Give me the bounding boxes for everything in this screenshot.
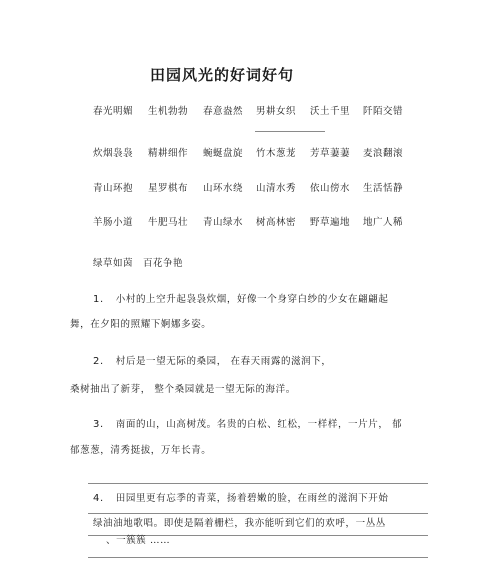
vocab-word: 野草遍地 [310, 217, 351, 228]
vocab-row [93, 214, 493, 230]
vocab-row [93, 103, 493, 119]
paragraph-text: 、一簇簇 …… [106, 535, 171, 546]
horizontal-rule [88, 483, 428, 484]
paragraph-text: 小村的上空升起袅袅炊烟，好像一个身穿白纱的少女在翩翩起 [115, 294, 389, 305]
vocab-word: 地广人稀 [363, 217, 404, 228]
paragraph-text: 桑树抽出了新芽， 整个桑园就是一望无际的海洋。 [70, 384, 296, 395]
vocab-row [93, 180, 493, 196]
vocab-word: 沃土千里 [310, 106, 351, 117]
vocab-word: 生活恬静 [363, 183, 404, 194]
vocab-row [93, 255, 493, 271]
vocab-word: 羊肠小道 [93, 217, 134, 228]
vocab-word: 树高林密 [256, 217, 297, 228]
vocab-row [93, 145, 493, 161]
paragraph-text: 田园里更有忘季的青菜，扬着碧嫩的脸，在雨丝的滋润下开始 [115, 493, 389, 504]
page-title: 田园风光的好词好句 [150, 66, 295, 84]
vocab-word: 山环水绕 [203, 183, 244, 194]
paragraph-number: 3. [93, 419, 104, 430]
vocab-word: 青山环抱 [93, 183, 134, 194]
vocab-word: 男耕女织 [256, 106, 297, 117]
paragraph [93, 412, 402, 438]
horizontal-rule [88, 557, 428, 558]
vocab-word: 竹木葱茏 [256, 148, 297, 159]
paragraph-number: 1. [93, 294, 104, 305]
vocab-word: 生机勃勃 [148, 106, 189, 117]
paragraph [93, 287, 388, 313]
paragraph-continuation [70, 377, 296, 403]
paragraph-text: 郁葱葱，清秀挺拔，万年长青。 [70, 445, 212, 456]
vocab-word: 依山傍水 [310, 183, 351, 194]
vocab-word: 阡陌交错 [363, 106, 404, 117]
paragraph-continuation [70, 438, 211, 464]
paragraph-text: 绿油油地歌唱。即使是隔着栅栏，我亦能听到它们的欢呼，一丛丛 [93, 518, 386, 529]
vocab-word: 星罗棋布 [148, 183, 189, 194]
paragraph-continuation [70, 312, 211, 338]
vocab-word: 绿草如茵 [93, 258, 134, 269]
vocab-word: 蜿蜒盘旋 [203, 148, 244, 159]
vocab-word: 芳草萋萋 [310, 148, 351, 159]
vocab-word: 春意盎然 [203, 106, 244, 117]
vocab-word: 精耕细作 [148, 148, 189, 159]
vocab-word: 山清水秀 [256, 183, 297, 194]
paragraph-text: 舞，在夕阳的照耀下婀娜多姿。 [70, 319, 212, 330]
paragraph [93, 486, 388, 512]
underline-divider [255, 131, 325, 132]
paragraph [93, 349, 331, 375]
vocab-word: 麦浪翻滚 [363, 148, 404, 159]
vocab-word: 春光明媚 [93, 106, 134, 117]
vocab-word: 青山绿水 [203, 217, 244, 228]
paragraph-continuation [106, 528, 170, 554]
vocab-word: 牛肥马壮 [148, 217, 189, 228]
paragraph-text: 村后是一望无际的桑园， 在春天雨露的滋润下， [115, 356, 332, 367]
vocab-word: 百花争艳 [143, 258, 184, 269]
vocab-word: 炊烟袅袅 [93, 148, 134, 159]
paragraph-text: 南面的山，山高树茂。名贵的白松、红松，一样样，一片片， 郁 [115, 419, 403, 430]
paragraph-number: 2. [93, 356, 104, 367]
paragraph-number: 4. [93, 493, 104, 504]
